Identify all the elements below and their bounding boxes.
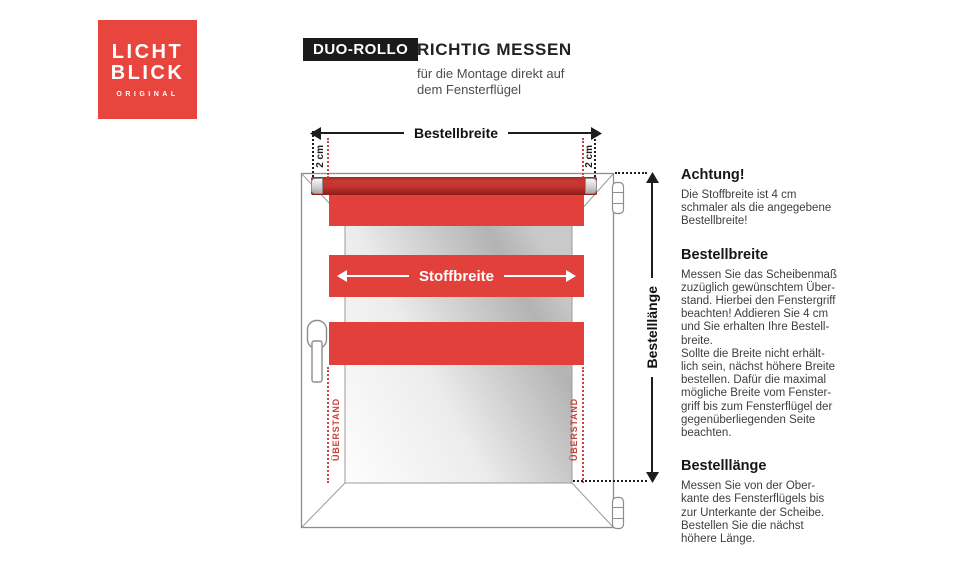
- dotted-connector-bottom: [573, 480, 647, 482]
- text-line: höhere Länge.: [681, 533, 756, 546]
- info-column: [681, 166, 841, 563]
- text-line: und Sie erhalten Ihre Bestell-: [681, 321, 830, 334]
- section-body: [681, 480, 841, 546]
- info-section-bestellbreite: [681, 246, 841, 441]
- arrow-line: [504, 275, 566, 277]
- page-title: RICHTIG MESSEN: [417, 40, 572, 59]
- ueberstand-text: ÜBERSTAND: [331, 398, 341, 462]
- bestelllaenge-arrow: [641, 172, 663, 483]
- arrow-down-icon: [646, 472, 659, 483]
- section-heading: Bestelllänge: [681, 458, 767, 475]
- dotted-line-red-bottom-right: [582, 367, 584, 483]
- text-line: Die Stoffbreite ist 4 cm: [681, 189, 797, 201]
- bestelllaenge-label: Bestelllänge: [644, 286, 660, 369]
- brand-logo: [98, 20, 197, 119]
- text-line: lich sein, nächst höhere Breite: [681, 361, 836, 374]
- arrow-line: [508, 132, 591, 134]
- arrow-right-icon: [566, 270, 576, 282]
- section-heading: Bestellbreite: [681, 246, 769, 263]
- fabric-stripe-bottom: [329, 322, 584, 365]
- bestellbreite-arrow: [310, 126, 602, 140]
- text-line: Bestellbreite!: [681, 215, 748, 228]
- bestellbreite-label: Bestellbreite: [404, 125, 508, 141]
- arrow-line: [651, 377, 653, 472]
- two-cm-text: 2 cm: [584, 144, 595, 168]
- section-body: [681, 269, 841, 441]
- text-line: kante des Fensterflügels bis: [681, 493, 825, 506]
- text-line: beachten! Addieren Sie 4 cm: [681, 308, 829, 321]
- arrow-line: [347, 275, 409, 277]
- product-badge: DUO-ROLLO: [303, 38, 418, 61]
- fabric-stripe-middle: [329, 255, 584, 297]
- arrow-left-icon: [337, 270, 347, 282]
- hinge-top-icon: [613, 183, 624, 214]
- stoffbreite-label: Stoffbreite: [419, 267, 494, 285]
- brand-logo-line2: BLICK: [110, 61, 185, 84]
- text-line: beachten.: [681, 427, 732, 440]
- text-line: für die Montage direkt auf: [417, 66, 565, 81]
- arrow-line: [651, 183, 653, 278]
- ueberstand-label-right: [569, 385, 579, 475]
- text-line: Messen Sie das Scheibenmaß: [681, 268, 837, 281]
- text-line: Bestellen Sie die nächst: [681, 519, 804, 532]
- dotted-line-red-top-left: [327, 138, 329, 178]
- text-line: Sollte die Breite nicht erhält-: [681, 347, 825, 360]
- hinge-bottom-icon: [613, 498, 624, 529]
- brand-logo-line1: LICHT: [111, 40, 184, 63]
- ueberstand-label-left: [331, 385, 341, 475]
- section-body: [681, 189, 841, 229]
- roller-endcap-right: [585, 178, 597, 194]
- text-line: Messen Sie von der Ober-: [681, 480, 816, 493]
- text-line: mögliche Breite vom Fenster-: [681, 387, 832, 400]
- text-line: breite.: [681, 334, 713, 347]
- text-line: bestellen. Dafür die maximal: [681, 374, 827, 387]
- text-line: gegenüberliegenden Seite: [681, 413, 816, 426]
- brand-logo-subline: ORIGINAL: [116, 90, 179, 98]
- text-line: zuzüglich gewünschtem Über-: [681, 281, 836, 294]
- fabric-stripe-top: [329, 195, 584, 226]
- text-line: stand. Hierbei den Fenstergriff: [681, 295, 836, 308]
- ueberstand-text: ÜBERSTAND: [569, 398, 579, 462]
- roller-endcap-left: [311, 178, 323, 194]
- arrow-up-icon: [646, 172, 659, 183]
- two-cm-label-right: [584, 136, 595, 176]
- text-line: dem Fensterflügel: [417, 81, 522, 97]
- info-section-bestelllaenge: [681, 457, 841, 546]
- info-section-achtung: [681, 166, 841, 229]
- arrow-line: [321, 132, 404, 134]
- two-cm-text: 2 cm: [315, 144, 326, 168]
- dotted-line-black-left: [312, 131, 314, 177]
- page-subtitle: [417, 66, 564, 97]
- text-line: griff bis zum Fensterflügel der: [681, 400, 833, 413]
- dotted-line-red-bottom-left: [327, 367, 329, 483]
- section-heading: Achtung!: [681, 167, 745, 183]
- two-cm-label-left: [315, 136, 326, 176]
- text-line: zur Unterkante der Scheibe.: [681, 506, 825, 519]
- roller-tube: [311, 177, 597, 195]
- text-line: schmaler als die angegebene: [681, 202, 832, 215]
